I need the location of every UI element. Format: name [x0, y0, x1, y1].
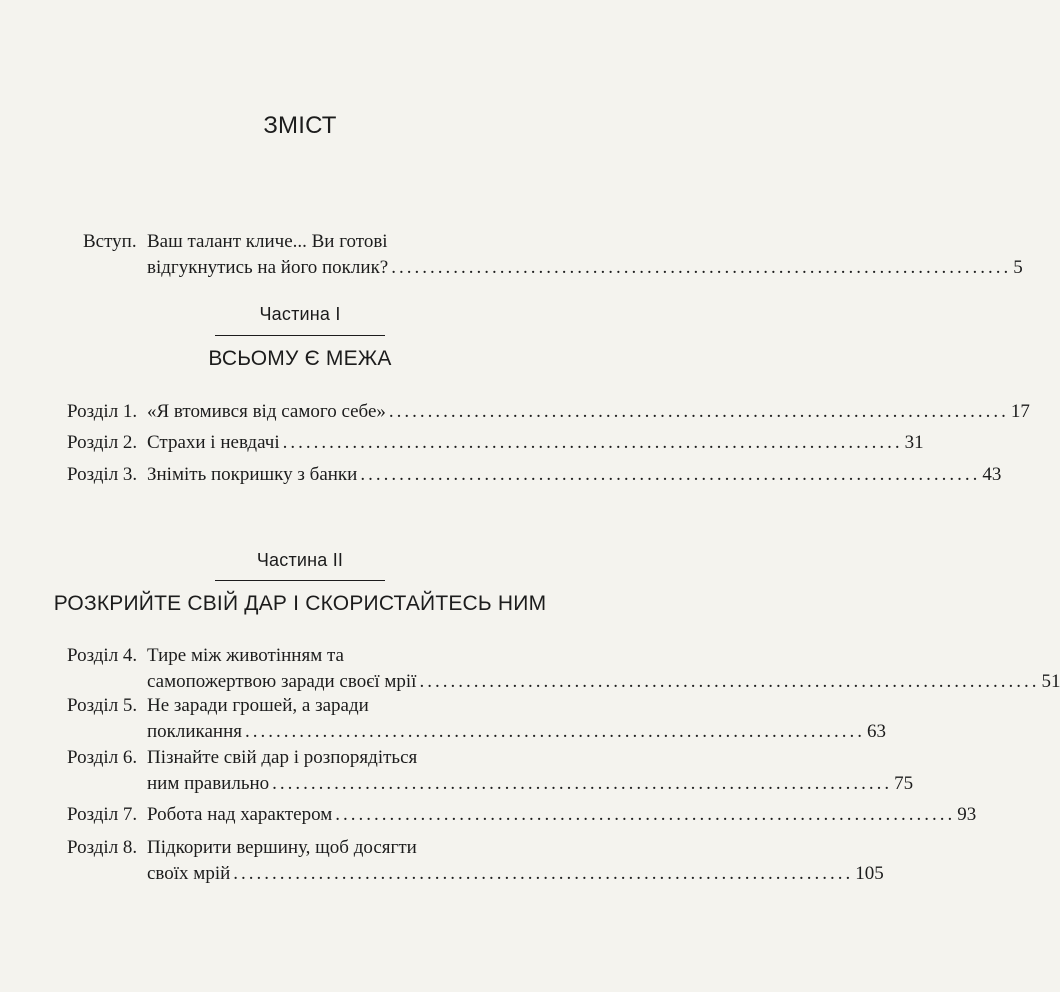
entry-line — [147, 461, 1002, 488]
entry-label: Розділ 6. — [67, 747, 138, 768]
leader-dots: ................................................................................ — [233, 863, 854, 884]
leader-dots: ................................................................................ — [245, 721, 865, 742]
entry-line — [147, 834, 520, 861]
entry-page: 51 — [1041, 671, 1060, 692]
entry-line — [147, 429, 924, 456]
entry-text: Робота над характером — [147, 804, 333, 825]
entry-line — [147, 692, 520, 719]
part-1-title: ВСЬОМУ Є МЕЖА — [208, 347, 392, 370]
entry-line — [147, 718, 886, 745]
entry-line — [147, 228, 520, 255]
entry-label: Розділ 7. — [67, 804, 138, 825]
entry-page: 105 — [855, 863, 884, 884]
entry-page: 5 — [1013, 257, 1023, 278]
part-1-divider — [215, 335, 385, 336]
entry-text: ним правильно — [147, 773, 270, 794]
entry-line — [147, 801, 977, 828]
entry-page: 63 — [867, 721, 886, 742]
entry-label: Розділ 4. — [67, 645, 138, 666]
part-1-label: Частина І — [259, 304, 341, 324]
entry-text: відгукнутись на його поклик? — [147, 257, 389, 278]
part-2-label: Частина ІІ — [256, 550, 344, 570]
leader-dots: ................................................................................ — [360, 464, 981, 485]
entry-text: Не заради грошей, а заради — [147, 695, 369, 716]
entry-line — [147, 398, 1030, 425]
leader-dots: ................................................................................ — [282, 432, 903, 453]
entry-label: Вступ. — [83, 231, 137, 252]
entry-text: Тире між животінням та — [147, 645, 344, 666]
leader-dots: ................................................................................ — [391, 257, 1012, 278]
entry-text: покликання — [147, 721, 242, 742]
entry-page: 31 — [904, 432, 924, 453]
leader-dots: ................................................................................ — [419, 671, 1040, 692]
entry-line — [147, 744, 520, 771]
entry-text: Ваш талант кличе... Ви готові — [147, 231, 388, 252]
entry-label: Розділ 3. — [67, 464, 138, 485]
part-2-divider — [215, 580, 385, 581]
entry-line — [147, 668, 1060, 695]
entry-text: Пізнайте свій дар і розпорядіться — [147, 747, 418, 768]
page-title: ЗМІСТ — [263, 112, 337, 139]
entry-text: Страхи і невдачі — [147, 432, 280, 453]
entry-text: Зніміть покришку з банки — [147, 464, 358, 485]
entry-text: самопожертвою заради своєї мрії — [147, 671, 417, 692]
leader-dots: ................................................................................ — [272, 773, 893, 794]
leader-dots: ................................................................................ — [388, 401, 1009, 422]
entry-line — [147, 642, 520, 669]
entry-page: 43 — [982, 464, 1002, 485]
entry-label: Розділ 1. — [67, 401, 138, 422]
entry-line — [147, 254, 1023, 281]
entry-text: Підкорити вершину, щоб досягти — [147, 837, 417, 858]
entry-label: Розділ 5. — [67, 695, 138, 716]
entry-page: 75 — [894, 773, 914, 794]
entry-label: Розділ 2. — [67, 432, 138, 453]
entry-page: 17 — [1010, 401, 1030, 422]
entry-label: Розділ 8. — [67, 837, 138, 858]
leader-dots: ................................................................................ — [335, 804, 956, 825]
entry-text: «Я втомився від самого себе» — [147, 401, 386, 422]
entry-text: своїх мрій — [147, 863, 231, 884]
entry-line — [147, 770, 914, 797]
entry-page: 93 — [957, 804, 977, 825]
entry-line — [147, 860, 884, 887]
part-2-title: РОЗКРИЙТЕ СВІЙ ДАР І СКОРИСТАЙТЕСЬ НИМ — [53, 592, 547, 615]
